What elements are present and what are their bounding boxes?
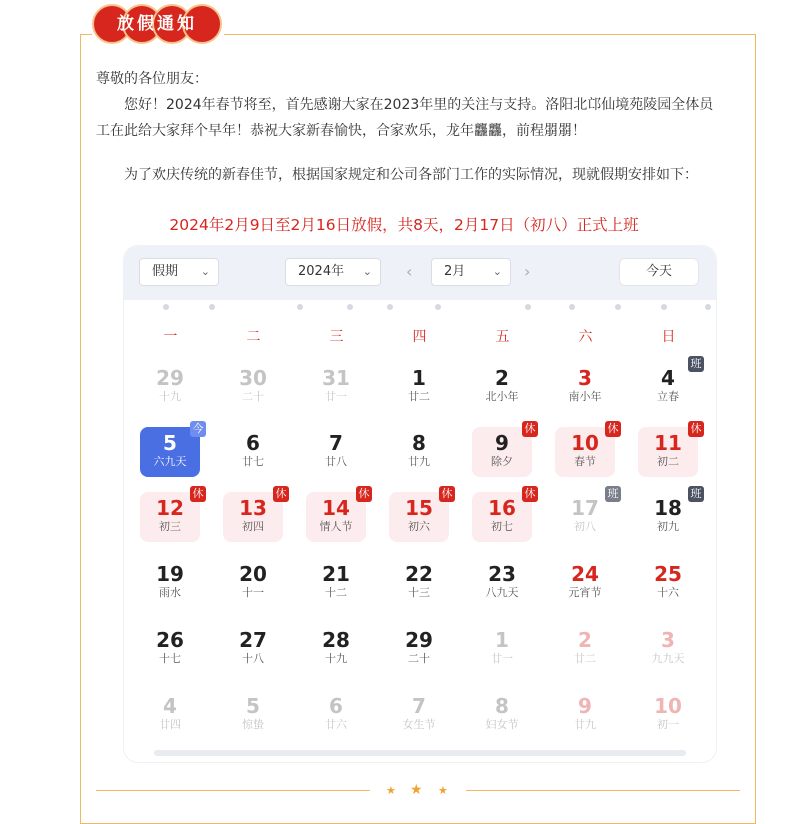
calendar-day-cell[interactable]: [389, 427, 449, 477]
binding-hole: [615, 304, 621, 310]
calendar-day-cell[interactable]: [223, 690, 283, 740]
month-select[interactable]: [431, 258, 511, 286]
lunar-label: 初三: [159, 520, 181, 533]
calendar-day-cell[interactable]: [638, 690, 698, 740]
calendar-day-cell[interactable]: [223, 624, 283, 674]
lunar-label: 九九天: [651, 652, 685, 665]
day-number: 5: [246, 694, 260, 718]
day-number: 13: [239, 496, 267, 520]
rest-day-badge: 休: [273, 486, 289, 502]
calendar-day-cell[interactable]: [140, 624, 200, 674]
calendar-day-cell[interactable]: [306, 427, 366, 477]
footer-divider-right: [466, 790, 740, 791]
day-number: 14: [322, 496, 350, 520]
holiday-select-value: 假期: [152, 264, 179, 279]
lunar-label: 廿一: [325, 390, 347, 403]
lunar-label: 初六: [408, 520, 430, 533]
today-button[interactable]: 今天: [619, 258, 699, 286]
lunar-label: 初七: [491, 520, 513, 533]
binding-hole: [347, 304, 353, 310]
calendar-day-cell[interactable]: [306, 690, 366, 740]
calendar-day-cell[interactable]: [140, 690, 200, 740]
year-select[interactable]: [285, 258, 381, 286]
lunar-label: 廿九: [408, 455, 430, 468]
day-number: 24: [571, 562, 599, 586]
day-number: 23: [488, 562, 516, 586]
binding-hole: [569, 304, 575, 310]
day-number: 7: [329, 431, 343, 455]
greeting: 尊敬的各位朋友：: [96, 71, 208, 87]
day-number: 18: [654, 496, 682, 520]
day-number: 11: [654, 431, 682, 455]
lunar-label: 春节: [574, 455, 596, 468]
calendar-day-cell[interactable]: [140, 487, 204, 542]
calendar-day-cell[interactable]: [389, 624, 449, 674]
calendar-day-cell[interactable]: [638, 357, 702, 412]
lunar-label: 初二: [657, 455, 679, 468]
binding-hole: [297, 304, 303, 310]
paragraph-1-line-2: 工在此给大家拜个早年！恭祝大家新春愉快，合家欢乐，龙年龘龘，前程朤朤！: [96, 123, 586, 139]
day-number: 8: [412, 431, 426, 455]
day-number: 8: [495, 694, 509, 718]
binding-hole: [705, 304, 711, 310]
calendar-day-cell[interactable]: [472, 690, 532, 740]
calendar-day-cell[interactable]: [472, 422, 536, 477]
day-number: 5: [163, 431, 177, 455]
calendar-day-cell[interactable]: [140, 362, 200, 412]
lunar-label: 立春: [657, 390, 679, 403]
day-number: 20: [239, 562, 267, 586]
day-number: 26: [156, 628, 184, 652]
day-number: 10: [571, 431, 599, 455]
calendar-day-cell[interactable]: [389, 558, 449, 608]
star-icon: ★: [438, 784, 448, 797]
calendar-day-cell[interactable]: [555, 624, 615, 674]
day-number: 16: [488, 496, 516, 520]
paragraph-2: 为了欢庆传统的新春佳节，根据国家规定和公司各部门工作的实际情况，现就假期安排如下：: [124, 167, 698, 183]
day-number: 12: [156, 496, 184, 520]
lunar-label: 廿六: [325, 718, 347, 731]
lunar-label: 初一: [657, 718, 679, 731]
chevron-down-icon: ⌄: [362, 265, 372, 278]
day-number: 29: [405, 628, 433, 652]
lunar-label: 廿四: [159, 718, 181, 731]
calendar-day-cell[interactable]: [472, 362, 532, 412]
day-number: 9: [495, 431, 509, 455]
today-badge: 今: [190, 421, 206, 437]
lunar-label: 初四: [242, 520, 264, 533]
rest-day-badge: 休: [522, 421, 538, 437]
day-number: 17: [571, 496, 599, 520]
holiday-schedule-highlight: 2024年2月9日至2月16日放假，共8天，2月17日（初八）正式上班: [169, 216, 639, 234]
calendar-day-cell[interactable]: [638, 558, 698, 608]
horizontal-scrollbar[interactable]: [154, 750, 686, 756]
calendar-day-cell[interactable]: [306, 558, 366, 608]
weekday-label: 一: [163, 329, 178, 345]
lunar-label: 情人节: [319, 520, 353, 533]
day-number: 3: [661, 628, 675, 652]
lunar-label: 除夕: [491, 455, 513, 468]
calendar-day-cell[interactable]: [389, 690, 449, 740]
calendar-day-cell[interactable]: [306, 362, 366, 412]
day-number: 4: [661, 366, 675, 390]
binding-hole: [209, 304, 215, 310]
lunar-label: 十七: [159, 652, 181, 665]
lunar-label: 十六: [657, 586, 679, 599]
work-day-badge: 班: [605, 486, 621, 502]
lunar-label: 廿二: [408, 390, 430, 403]
work-day-badge: 班: [688, 356, 704, 372]
calendar-day-cell[interactable]: [472, 487, 536, 542]
calendar-day-cell[interactable]: [638, 422, 702, 477]
day-number: 22: [405, 562, 433, 586]
calendar-day-cell[interactable]: [555, 362, 615, 412]
rest-day-badge: 休: [439, 486, 455, 502]
lunar-label: 十二: [325, 586, 347, 599]
lunar-label: 北小年: [485, 390, 519, 403]
chevron-down-icon: ⌄: [200, 265, 210, 278]
calendar-day-cell[interactable]: [140, 558, 200, 608]
chevron-left-icon[interactable]: ‹: [406, 262, 413, 281]
lunar-label: 初九: [657, 520, 679, 533]
day-number: 30: [239, 366, 267, 390]
calendar-day-cell[interactable]: [472, 624, 532, 674]
day-number: 7: [412, 694, 426, 718]
lunar-label: 廿八: [325, 455, 347, 468]
calendar-day-cell[interactable]: [223, 427, 283, 477]
binding-hole: [387, 304, 393, 310]
lunar-label: 女生节: [402, 718, 436, 731]
calendar-day-cell[interactable]: [555, 558, 615, 608]
binding-hole: [435, 304, 441, 310]
binding-hole: [163, 304, 169, 310]
lunar-label: 十一: [242, 586, 264, 599]
lunar-label: 二十: [408, 652, 430, 665]
rest-day-badge: 休: [356, 486, 372, 502]
day-number: 1: [412, 366, 426, 390]
day-number: 1: [495, 628, 509, 652]
rest-day-badge: 休: [605, 421, 621, 437]
day-number: 21: [322, 562, 350, 586]
day-number: 31: [322, 366, 350, 390]
calendar-toolbar: [124, 246, 716, 300]
calendar-day-cell[interactable]: [306, 487, 370, 542]
day-number: 27: [239, 628, 267, 652]
notice-title: 放假通知: [117, 14, 197, 34]
chevron-down-icon: ⌄: [492, 265, 502, 278]
footer-divider-left: [96, 790, 370, 791]
calendar-day-cell[interactable]: [306, 624, 366, 674]
day-number: 2: [495, 366, 509, 390]
calendar-day-cell[interactable]: [638, 487, 702, 542]
rest-day-badge: 休: [522, 486, 538, 502]
weekday-label: 五: [495, 329, 510, 345]
lunar-label: 十三: [408, 586, 430, 599]
work-day-badge: 班: [688, 486, 704, 502]
calendar-day-cell[interactable]: [638, 624, 698, 674]
day-number: 19: [156, 562, 184, 586]
day-number: 6: [329, 694, 343, 718]
lunar-label: 廿二: [574, 652, 596, 665]
lunar-label: 廿七: [242, 455, 264, 468]
lunar-label: 惊蛰: [242, 718, 264, 731]
holiday-select[interactable]: [139, 258, 219, 286]
calendar-day-cell[interactable]: [472, 558, 532, 608]
lunar-label: 妇女节: [485, 718, 519, 731]
lunar-label: 雨水: [159, 586, 181, 599]
weekday-label: 四: [412, 329, 427, 345]
weekday-label: 三: [329, 329, 344, 345]
calendar-day-cell[interactable]: [223, 487, 287, 542]
rest-day-badge: 休: [190, 486, 206, 502]
lunar-label: 南小年: [568, 390, 602, 403]
weekday-label: 六: [578, 329, 593, 345]
notice-title-badge: [92, 4, 222, 46]
lunar-label: 六九天: [153, 455, 187, 468]
day-number: 28: [322, 628, 350, 652]
calendar-day-cell[interactable]: [223, 558, 283, 608]
calendar-day-cell[interactable]: [389, 487, 453, 542]
lunar-label: 十九: [159, 390, 181, 403]
lunar-label: 十八: [242, 652, 264, 665]
day-number: 29: [156, 366, 184, 390]
month-select-value: 2月: [444, 264, 466, 279]
calendar-day-cell[interactable]: [555, 422, 619, 477]
day-number: 9: [578, 694, 592, 718]
frame-top-edge: [80, 34, 92, 35]
star-icon: ★: [410, 782, 423, 798]
binding-hole: [525, 304, 531, 310]
day-number: 25: [654, 562, 682, 586]
day-number: 15: [405, 496, 433, 520]
lunar-label: 初八: [574, 520, 596, 533]
lunar-label: 廿一: [491, 652, 513, 665]
year-select-value: 2024年: [298, 264, 345, 279]
lunar-label: 二十: [242, 390, 264, 403]
lunar-label: 八九天: [485, 586, 519, 599]
day-number: 4: [163, 694, 177, 718]
calendar-day-cell[interactable]: [223, 362, 283, 412]
frame-top-edge: [224, 34, 756, 35]
day-number: 3: [578, 366, 592, 390]
day-number: 2: [578, 628, 592, 652]
lunar-label: 廿九: [574, 718, 596, 731]
calendar-day-cell[interactable]: [389, 362, 449, 412]
calendar-day-cell[interactable]: [555, 487, 619, 542]
calendar-day-cell[interactable]: [555, 690, 615, 740]
weekday-label: 二: [246, 329, 261, 345]
calendar-day-cell[interactable]: [140, 422, 204, 477]
binding-hole: [661, 304, 667, 310]
chevron-right-icon[interactable]: ›: [524, 262, 531, 281]
star-icon: ★: [386, 784, 396, 797]
day-number: 10: [654, 694, 682, 718]
lunar-label: 元宵节: [568, 586, 602, 599]
lunar-label: 十九: [325, 652, 347, 665]
paragraph-1-line-1: 您好！2024年春节将至，首先感谢大家在2023年里的关注与支持。洛阳北邙仙境苑陵园全体员: [124, 97, 714, 113]
calendar-binding-holes: [124, 300, 716, 312]
day-number: 6: [246, 431, 260, 455]
rest-day-badge: 休: [688, 421, 704, 437]
calendar-widget: [124, 246, 716, 762]
weekday-label: 日: [661, 329, 676, 345]
